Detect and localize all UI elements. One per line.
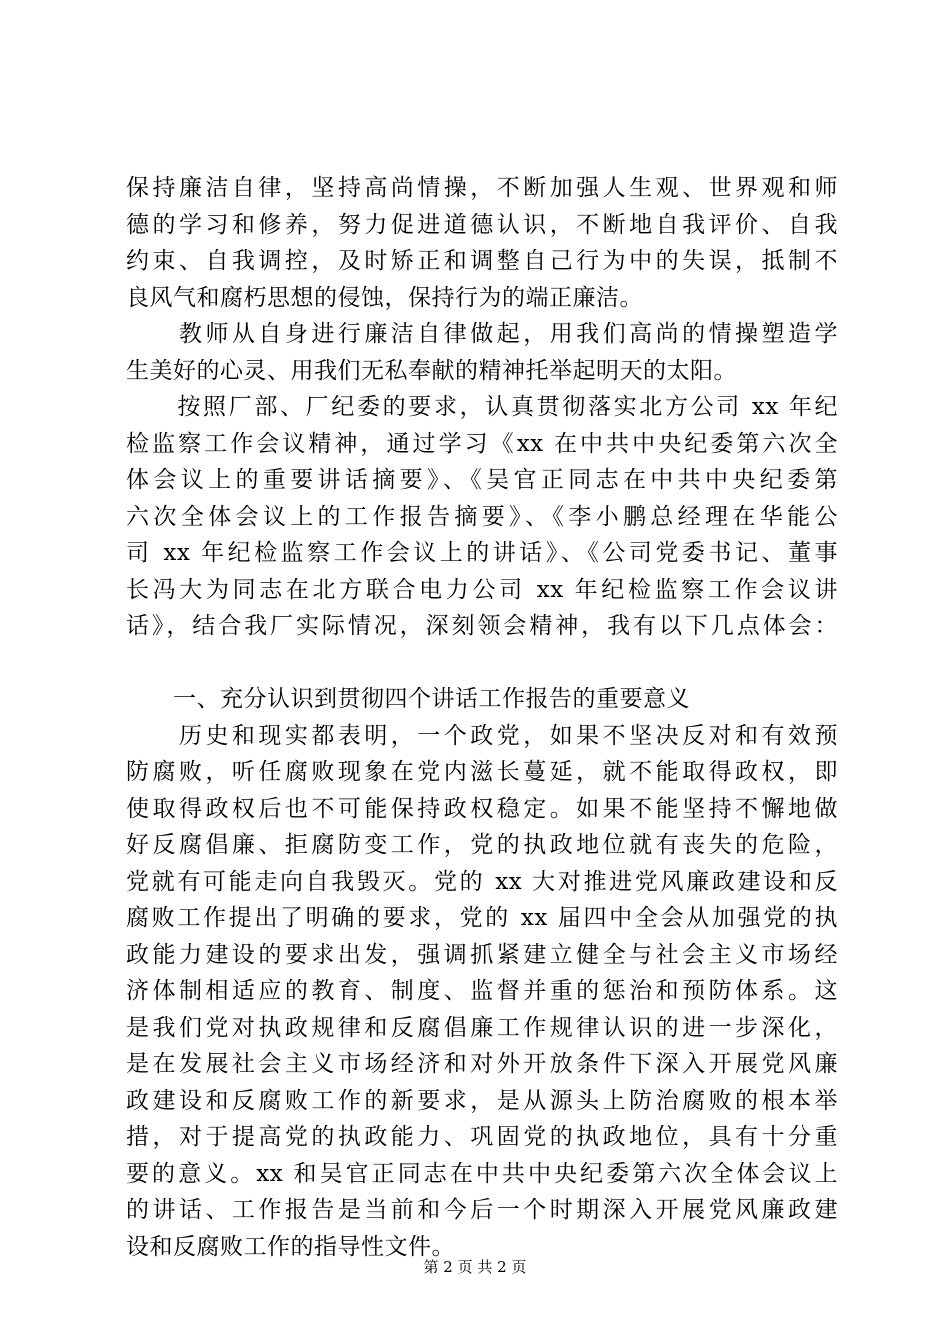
text-line: 的讲话、工作报告是当前和今后一个时期深入开展党风廉政建 — [126, 1197, 838, 1223]
text-line: 生美好的心灵、用我们无私奉献的精神托举起明天的太阳。 — [126, 357, 737, 384]
page-footer: 第 2 页 共 2 页 — [423, 1258, 527, 1276]
text-line: 德的学习和修养，努力促进道德认识，不断地自我评价、自我 — [126, 211, 838, 238]
text-line: 历史和现实都表明，一个政党，如果不坚决反对和有效预 — [126, 722, 838, 749]
body-text — [126, 170, 838, 1265]
text-line: 济体制相适应的教育、制度、监督并重的惩治和预防体系。这 — [126, 978, 838, 1004]
text-line: 六次全体会议上的工作报告摘要》、《李小鹏总经理在华能公 — [126, 503, 838, 530]
text-line: 措，对于提高党的执政能力、巩固党的执政地位，具有十分重 — [126, 1124, 838, 1150]
text-line: 长冯大为同志在北方联合电力公司 xx 年纪检监察工作会议讲 — [126, 576, 838, 603]
blank-line — [126, 645, 838, 682]
text-line: 约束、自我调控，及时矫正和调整自己行为中的失误，抵制不 — [126, 248, 838, 274]
text-line: 防腐败，听任腐败现象在党内滋长蔓延，就不能取得政权，即 — [126, 759, 838, 785]
text-line: 保持廉洁自律，坚持高尚情操，不断加强人生观、世界观和师 — [126, 175, 838, 201]
text-line: 腐败工作提出了明确的要求，党的 xx 届四中全会从加强党的执 — [126, 905, 838, 931]
text-line: 是我们党对执政规律和反腐倡廉工作规律认识的进一步深化， — [126, 1014, 838, 1041]
text-line: 检监察工作会议精神，通过学习《xx 在中共中央纪委第六次全 — [126, 430, 838, 457]
text-line: 良风气和腐朽思想的侵蚀，保持行为的端正廉洁。 — [126, 284, 643, 311]
text-line: 话》，结合我厂实际情况，深刻领会精神，我有以下几点体会： — [126, 613, 838, 639]
text-line: 是在发展社会主义市场经济和对外开放条件下深入开展党风廉 — [126, 1051, 838, 1077]
text-line: 体会议上的重要讲话摘要》、《吴官正同志在中共中央纪委第 — [126, 467, 838, 493]
text-line: 党就有可能走向自我毁灭。党的 xx 大对推进党风廉政建设和反 — [126, 868, 838, 895]
text-line: 政建设和反腐败工作的新要求，是从源头上防治腐败的根本举 — [126, 1087, 838, 1114]
section-heading: 一、充分认识到贯彻四个讲话工作报告的重要意义 — [126, 686, 690, 712]
text-line: 好反腐倡廉、拒腐防变工作，党的执政地位就有丧失的危险， — [126, 832, 838, 858]
text-line: 设和反腐败工作的指导性文件。 — [126, 1233, 455, 1260]
text-line: 教师从自身进行廉洁自律做起，用我们高尚的情操塑造学 — [126, 321, 838, 347]
text-line: 要的意义。xx 和吴官正同志在中共中央纪委第六次全体会议上 — [126, 1160, 838, 1187]
text-line: 使取得政权后也不可能保持政权稳定。如果不能坚持不懈地做 — [126, 795, 838, 822]
text-line: 按照厂部、厂纪委的要求，认真贯彻落实北方公司 xx 年纪 — [126, 394, 838, 420]
text-line: 政能力建设的要求出发，强调抓紧建立健全与社会主义市场经 — [126, 941, 838, 968]
text-line: 司 xx 年纪检监察工作会议上的讲话》、《公司党委书记、董事 — [126, 540, 838, 566]
